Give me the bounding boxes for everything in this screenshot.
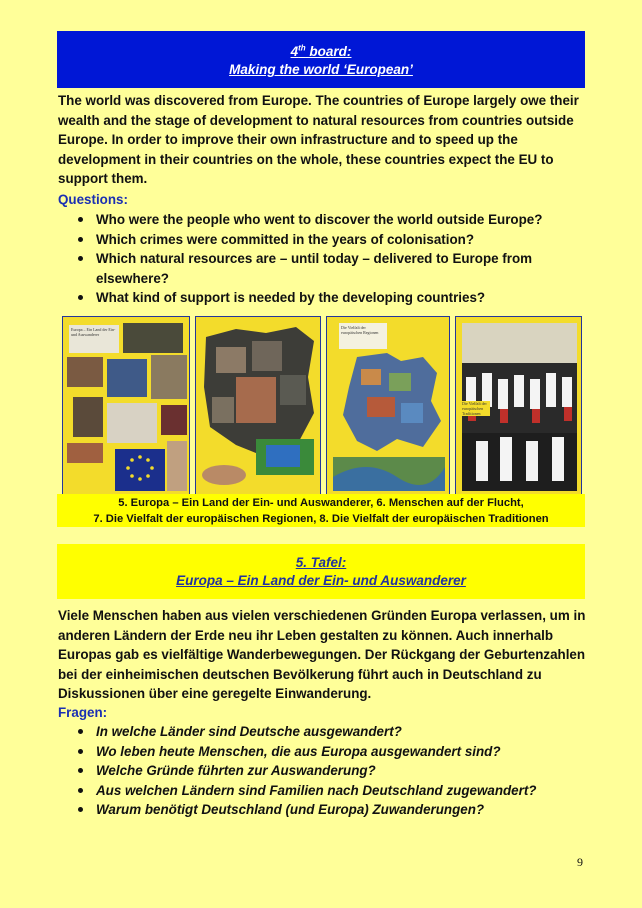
photo-board-8	[455, 316, 582, 496]
board-photos	[62, 316, 582, 496]
photo1-label: Europa – Ein Land der Ein- und Auswanderer	[71, 327, 116, 337]
paragraph-line: support them.	[58, 171, 148, 186]
paragraph-line: development in their countries on the whole, these countries expect the EU to	[58, 151, 554, 167]
page-number: 9	[577, 855, 583, 869]
tafel5-subtitle: Europa – Ein Land der Ein- und Auswanderer	[176, 572, 466, 588]
fragen-heading: Fragen:	[58, 705, 108, 720]
paragraph-line: Europas gab es vielfältige Wanderbewegungen. Der Rückgang der Geburtenzahlen	[58, 647, 586, 662]
caption-line: 5. Europa – Ein Land der Ein- und Auswanderer, 6. Menschen auf der Flucht,	[118, 496, 524, 509]
list-item: In welche Länder sind Deutsche ausgewandert?	[76, 722, 581, 742]
list-item: What kind of support is needed by the developing countries?	[76, 288, 581, 308]
list-item: Warum benötigt Deutschland (und Europa) Zuwanderungen?	[76, 800, 581, 820]
list-item: Which natural resources are – until today – delivered to Europe from elsewhere?	[76, 249, 581, 288]
list-item: Which crimes were committed in the years of colonisation?	[76, 230, 581, 250]
photo3-label: Die Vielfalt der europäischen Regionen	[341, 325, 379, 335]
paragraph-line: Europe. In order to improve their own infrastructure and to speed up the	[58, 132, 518, 147]
list-item: Who were the people who went to discover the world outside Europe?	[76, 210, 581, 230]
tafel5-header	[57, 544, 585, 599]
tafel5-paragraph	[58, 606, 586, 704]
photo-board-5	[62, 316, 190, 496]
list-item: Welche Gründe führten zur Auswanderung?	[76, 761, 581, 781]
caption-line: 7. Die Vielfalt der europäischen Regionen, 8. Die Vielfalt der europäischen Traditionen	[93, 512, 549, 525]
paragraph-line: bei der einheimischen deutschen Bevölkerung führt auch in Deutschland zu	[58, 666, 542, 682]
paragraph-line: wealth and the stage of development to natural resources from countries outside	[58, 112, 574, 128]
fragen-list	[76, 722, 581, 820]
photo-board-6	[195, 316, 321, 496]
list-item: Wo leben heute Menschen, die aus Europa ausgewandert sind?	[76, 742, 581, 762]
list-item: Aus welchen Ländern sind Familien nach Deutschland zugewandert?	[76, 781, 581, 801]
tafel5-title: 5. Tafel:	[295, 554, 347, 570]
questions-heading: Questions:	[58, 192, 128, 207]
board4-header	[57, 31, 585, 88]
photo-board-7	[326, 316, 450, 496]
paragraph-line: The world was discovered from Europe. The countries of Europe largely owe their	[58, 93, 579, 108]
photo-caption	[57, 494, 585, 527]
paragraph-line: anderen Ländern der Erde neu ihr Leben gestalten zu können. Auch innerhalb	[58, 627, 554, 643]
questions-list	[76, 210, 581, 308]
board4-subtitle: Making the world ‘European’	[229, 62, 413, 78]
photo4-label: Die Vielfalt der europäischen Traditionen	[462, 401, 490, 416]
paragraph-line: Diskussionen über eine geregelte Einwanderung.	[58, 686, 372, 701]
paragraph-line: Viele Menschen haben aus vielen verschiedenen Gründen Europa verlassen, um in	[58, 608, 586, 623]
board4-paragraph	[58, 91, 586, 189]
board4-title: 4th board:	[290, 43, 352, 60]
